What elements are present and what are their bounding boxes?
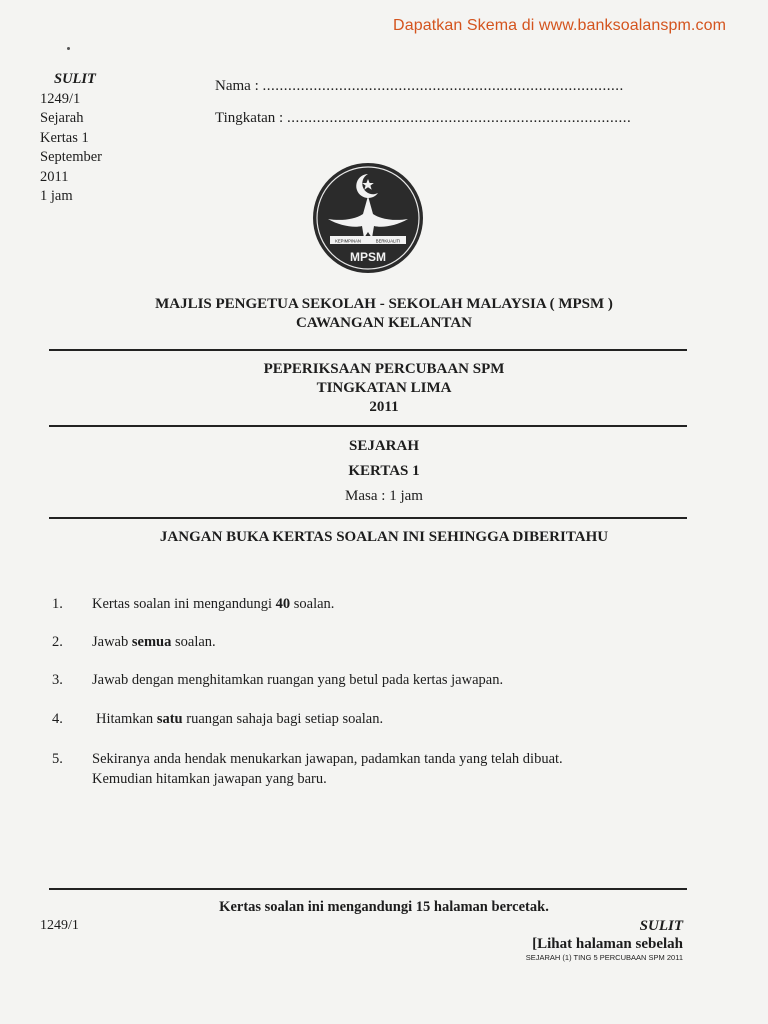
divider — [49, 425, 687, 427]
watermark-banner: Dapatkan Skema di www.banksoalanspm.com — [393, 17, 726, 34]
subject-title: SEJARAH — [348, 438, 419, 454]
org-name: MAJLIS PENGETUA SEKOLAH - SEKOLAH MALAYSIA ( MPSM ) — [155, 296, 613, 312]
instruction-text: Jawab dengan menghitamkan ruangan yang betul pada kertas jawapan. — [92, 672, 504, 688]
name-field[interactable] — [215, 78, 624, 95]
instruction-text: soalan. — [171, 634, 216, 650]
class-field[interactable] — [215, 110, 631, 127]
mpsm-logo — [312, 162, 424, 274]
next-page-note: [Lihat halaman sebelah — [532, 936, 683, 952]
footer-paper-tag: SEJARAH (1) TING 5 PERCUBAAN SPM 2011 — [525, 953, 683, 962]
name-blank[interactable]: ..................................................................................... — [262, 78, 624, 94]
instruction-text: Kertas soalan ini mengandungi — [92, 596, 276, 612]
instruction-text: ruangan sahaja bagi setiap soalan. — [182, 711, 384, 727]
instruction-number: 3. — [52, 672, 63, 688]
exam-month: September — [40, 149, 103, 165]
warning-text: JANGAN BUKA KERTAS SOALAN INI SEHINGGA DIBERITAHU — [159, 529, 609, 545]
divider — [49, 888, 687, 890]
instruction-number: 1. — [52, 596, 63, 612]
exam-form: TINGKATAN LIMA — [316, 380, 452, 396]
divider — [49, 517, 687, 519]
footer-code: 1249/1 — [40, 918, 79, 933]
instruction-number: 4. — [52, 711, 63, 727]
instruction-text: Jawab — [92, 634, 132, 650]
instruction-number: 5. — [52, 751, 63, 767]
scan-speck — [67, 47, 70, 50]
time-allowed: Masa : 1 jam — [345, 488, 423, 504]
exam-duration: 1 jam — [40, 188, 73, 204]
instruction-emphasis: satu — [156, 711, 183, 727]
logo-acronym: MPSM — [350, 250, 386, 264]
org-branch: CAWANGAN KELANTAN — [296, 315, 472, 331]
paper-code: 1249/1 — [40, 90, 81, 107]
instruction-text: soalan. — [290, 596, 335, 612]
instruction-item — [52, 749, 563, 789]
subject-name: Sejarah — [40, 110, 84, 126]
class-blank[interactable]: ................................................................................. — [286, 110, 632, 126]
paper-title: KERTAS 1 — [348, 463, 420, 479]
instruction-text: Sekiranya anda hendak menukarkan jawapan, padamkan tanda yang telah dibuat. — [92, 751, 563, 767]
instruction-item — [52, 709, 383, 729]
page-count-note: Kertas soalan ini mengandungi 15 halaman bercetak. — [219, 899, 549, 915]
class-label: Tingkatan : — [215, 110, 284, 126]
divider — [49, 349, 687, 351]
instruction-number: 2. — [52, 634, 63, 650]
paper-meta — [40, 70, 102, 207]
sulit-label: SULIT — [54, 71, 96, 87]
paper-number: Kertas 1 — [40, 129, 89, 146]
exam-year-title: 2011 — [369, 399, 399, 415]
logo-ribbon-left: KEPIMPINAN — [335, 238, 361, 244]
instruction-item — [52, 670, 503, 690]
instruction-emphasis: 40 — [275, 596, 291, 612]
instruction-text: Kemudian hitamkan jawapan yang baru. — [92, 771, 327, 787]
name-label: Nama : — [215, 78, 259, 94]
instruction-emphasis: semua — [131, 634, 172, 650]
footer-sulit: SULIT — [639, 918, 683, 934]
instruction-item — [52, 632, 216, 652]
exam-year: 2011 — [40, 168, 69, 185]
instruction-text: Hitamkan — [96, 711, 157, 727]
instruction-item — [52, 594, 334, 614]
logo-ribbon-right: BERKUALITI — [375, 238, 401, 244]
exam-title: PEPERIKSAAN PERCUBAAN SPM — [263, 361, 505, 377]
